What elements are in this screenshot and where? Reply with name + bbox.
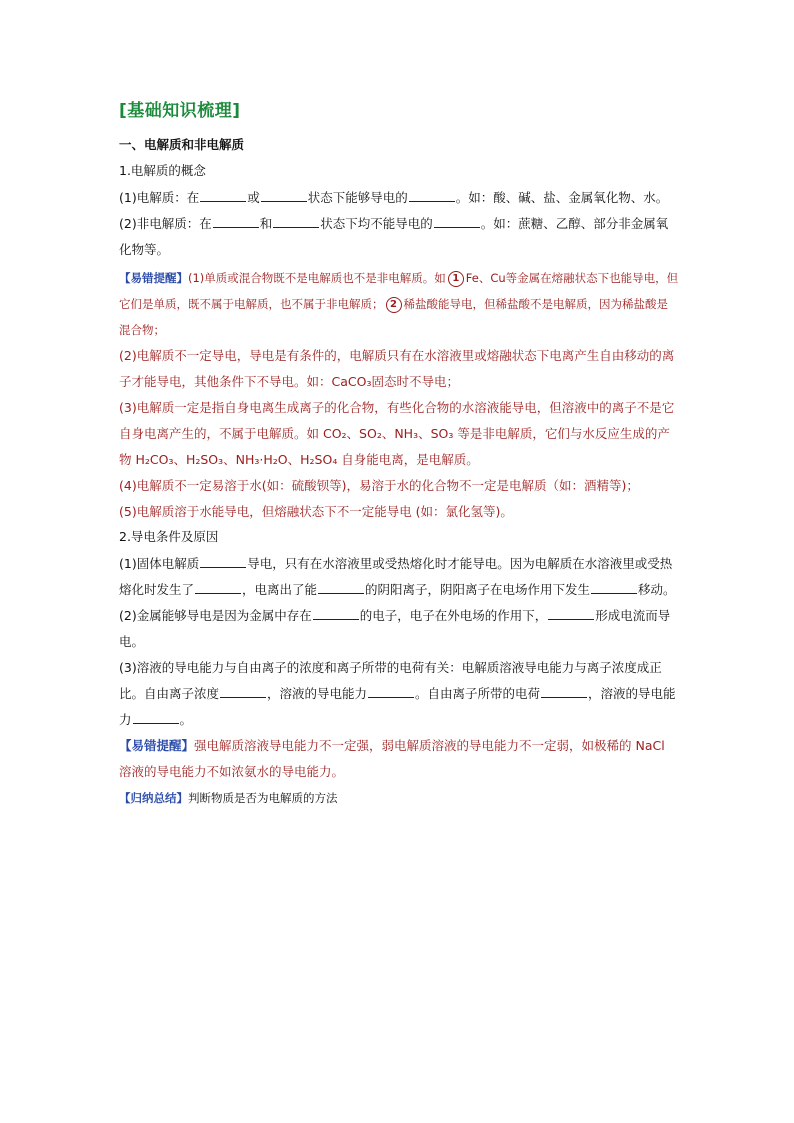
tip-5: (5)电解质溶于水能导电，但熔融状态下不一定能导电 (如：氯化氢等)。	[119, 504, 513, 519]
fill-blank	[548, 606, 594, 620]
fill-blank	[213, 214, 259, 228]
subheading-concept: 1.电解质的概念	[119, 163, 206, 178]
tip-tag: 【易错提醒】	[119, 738, 195, 753]
fill-blank	[200, 188, 246, 202]
tip-2: (2)电解质不一定导电，导电是有条件的，电解质只有在水溶液里或熔融状态下电离产生自由移动的离子才能导电，其他条件下不导电。如：CaCO₃固态时不导电；	[119, 348, 675, 389]
tip-3: (3)电解质一定是指自身电离生成离子的化合物，有些化合物的水溶液能导电，但溶液中的离子不是它自身电离产生的，不属于电解质。如 CO₂、SO₂、NH₃、SO₃ 等是非电解质，它们与水反应生成的产物 H₂CO₃、H₂SO₃、NH₃·H₂O、H₂SO₄ 自身能电离，是电解质。	[119, 400, 675, 467]
section-heading-1: 一、电解质和非电解质	[119, 137, 245, 152]
page-title: [基础知识梳理]	[119, 101, 241, 121]
fill-blank	[200, 554, 246, 568]
fill-blank	[318, 580, 364, 594]
definition-electrolyte: (1)电解质：在 或 状态下能够导电的 。如：酸、碱、盐、金属氧化物、水。	[119, 190, 669, 205]
fill-blank	[273, 214, 319, 228]
fill-blank	[261, 188, 307, 202]
summary-line: 【归纳总结】判断物质是否为电解质的方法	[119, 791, 338, 805]
document-content	[119, 96, 679, 811]
tip-6: 【易错提醒】强电解质溶液导电能力不一定强，弱电解质溶液的导电能力不一定弱，如极稀的 NaCl 溶液的导电能力不如浓氨水的导电能力。	[119, 738, 665, 779]
fill-blank	[368, 684, 414, 698]
tip-1: 【易错提醒】(1)单质或混合物既不是电解质也不是非电解质。如 1 Fe、Cu等金属在熔融状态下也能导电，但它们是单质，既不属于电解质，也不属于非电解质； 2 稀盐酸能导电，但稀盐酸不是电解质，因为稀盐酸是混合物；	[119, 271, 679, 337]
conduction-metal: (2)金属能够导电是因为金属中存在 的电子，电子在外电场的作用下， 形成电流而导电。	[119, 608, 671, 649]
fill-blank	[541, 684, 587, 698]
fill-blank	[313, 606, 359, 620]
circled-number: 1	[448, 271, 464, 287]
fill-blank	[591, 580, 637, 594]
subheading-conduction: 2.导电条件及原因	[119, 529, 219, 544]
conduction-solid: (1)固体电解质 导电，只有在水溶液里或受热熔化时才能导电。因为电解质在水溶液里或受热熔化时发生了 ，电离出了能 的阴阳离子，阴阳离子在电场作用下发生 移动。	[119, 556, 676, 597]
tip-4: (4)电解质不一定易溶于水(如：硫酸钡等)，易溶于水的化合物不一定是电解质（如：酒精等)；	[119, 478, 639, 493]
circled-number: 2	[386, 297, 402, 313]
fill-blank	[434, 214, 480, 228]
fill-blank	[409, 188, 455, 202]
conduction-solution: (3)溶液的导电能力与自由离子的浓度和离子所带的电荷有关：电解质溶液导电能力与离子浓度成正比。自由离子浓度 ，溶液的导电能力 。自由离子所带的电荷 ，溶液的导电能力 。	[119, 660, 676, 727]
tip-tag: 【易错提醒】	[119, 271, 188, 285]
fill-blank	[220, 684, 266, 698]
fill-blank	[133, 710, 179, 724]
fill-blank	[195, 580, 241, 594]
summary-tag: 【归纳总结】	[119, 791, 188, 805]
definition-non-electrolyte: (2)非电解质：在 和 状态下均不能导电的 。如：蔗糖、乙醇、部分非金属氧化物等。	[119, 216, 669, 257]
